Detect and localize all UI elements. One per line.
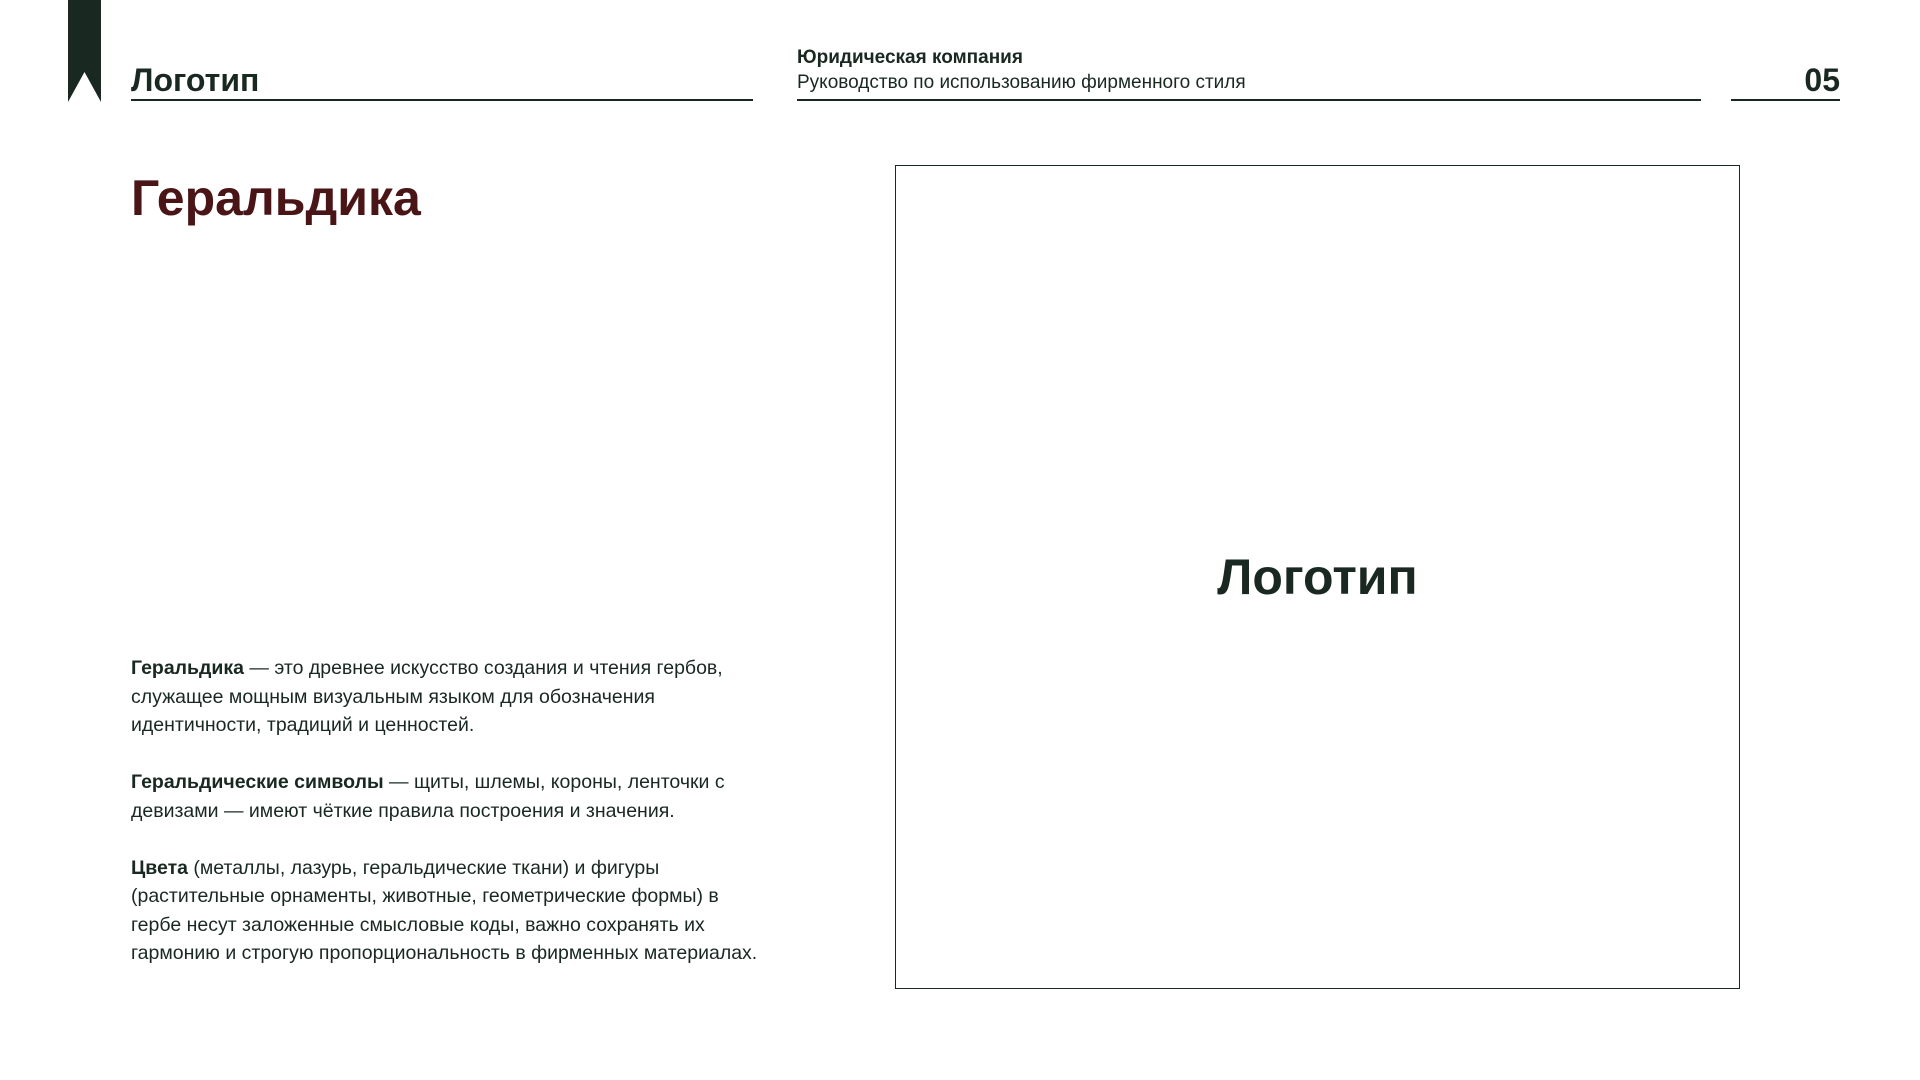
paragraph-symbols [131, 768, 761, 825]
paragraph-heraldry [131, 654, 761, 740]
paragraph-text: (металлы, лазурь, геральдические ткани) и фигуры (растительные орнаменты, животные, геометрические формы) в гербе несут заложенные смысловые коды, важно сохранять их гармонию и строгую пропорциональность в фирменных материалах. [131, 856, 758, 964]
paragraph-text: — это древнее искусство создания и чтения гербов, служащее мощным визуальным языком для обозначения идентичности, традиций и ценностей. [131, 657, 723, 736]
bookmark-icon [68, 0, 101, 102]
section-title: Логотип [131, 58, 753, 101]
page-heading: Геральдика [131, 170, 421, 226]
paragraph-term: Геральдика [131, 657, 245, 679]
page-number: 05 [1731, 58, 1840, 101]
body-text [131, 654, 761, 968]
paragraph-colors [131, 854, 761, 968]
paragraph-term: Геральдические символы [131, 771, 384, 793]
guide-title: Руководство по использованию фирменного стиля [797, 72, 1246, 93]
logo-placeholder: Логотип [1217, 549, 1418, 605]
company-name: Юридическая компания [797, 47, 1023, 68]
paragraph-text: — щиты, шлемы, короны, ленточки с девизами — имеют чёткие правила построения и значения. [131, 771, 725, 822]
paragraph-term: Цвета [131, 856, 188, 879]
logo-frame [895, 165, 1740, 989]
document-header [797, 45, 1701, 101]
